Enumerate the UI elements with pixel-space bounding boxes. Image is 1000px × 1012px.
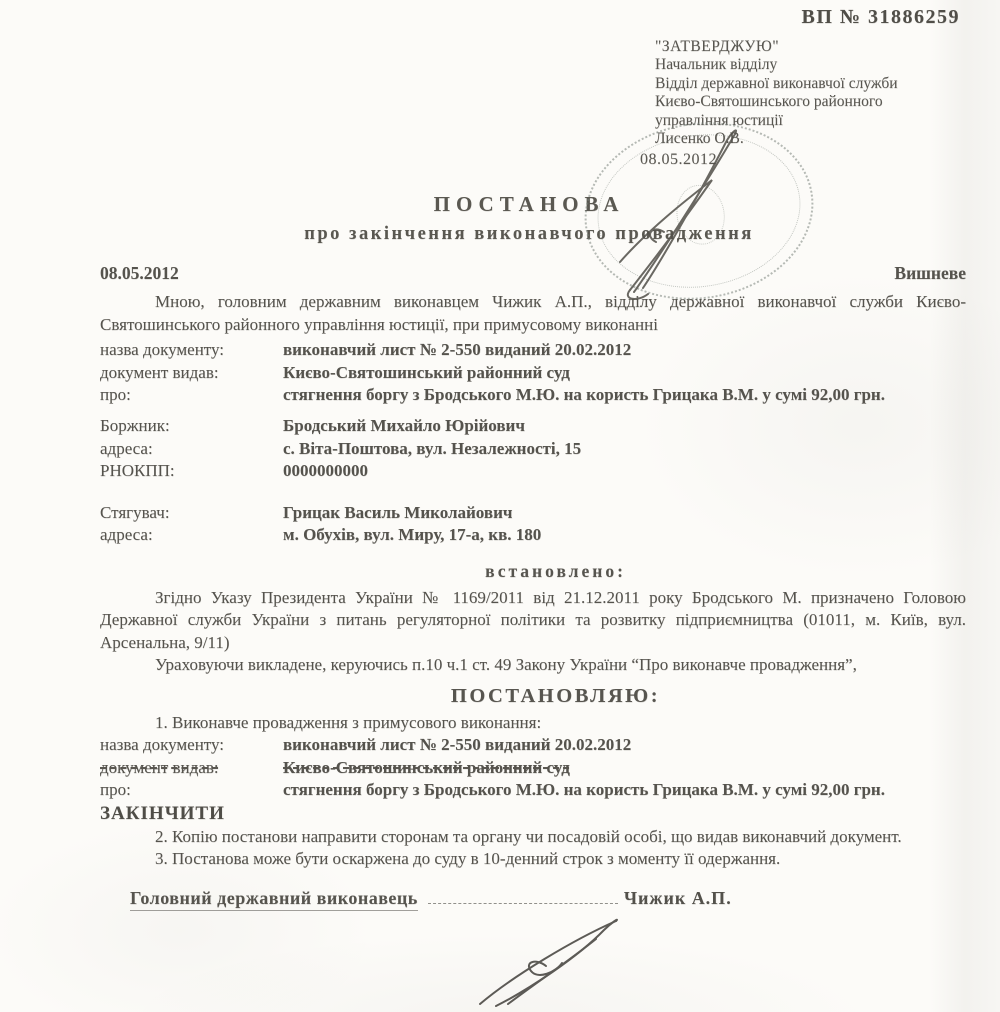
established-paragraph-1: Згідно Указу Президента України № 1169/2011 від 21.12.2011 року Бродського М. призначено Головою Державної служби України з питань регуляторної політики та розвитку підприємництва (01011, м. Київ, вул. Арсенальна, 9/11) [100,587,966,652]
field-row [100,339,966,361]
field-value: м. Обухів, вул. Миру, 17-а, кв. 180 [283,525,542,545]
field-value: Києво-Святошинський районний суд [283,757,570,777]
document-fields-1 [100,339,966,406]
established-heading: встановлено: [485,561,626,582]
field-row [100,502,966,524]
field-row [100,362,966,384]
field-value: Києво-Святошинський районний суд [283,362,570,382]
field-row-struck [100,757,966,779]
established-paragraph-2: Ураховуючи викладене, керуючись п.10 ч.1 ст. 49 Закону України “Про виконавче провадження”, [155,655,857,675]
approval-position: Начальник відділу [655,56,778,74]
field-row [100,734,966,756]
field-row [100,384,966,406]
document-place: Вишневе [894,263,966,283]
document-fields-2 [100,734,966,801]
field-label: про: [100,385,131,405]
field-row [100,415,966,437]
approval-block [655,38,898,148]
debtor-block [100,415,966,482]
approval-justice: управління юстиції [655,111,783,129]
field-value: Бродський Михайло Юрійович [283,416,525,436]
claimant-block [100,502,966,547]
field-label: документ видав: [100,757,219,777]
resolution-item-3: 3. Постанова може бути оскаржена до суду в 10-денний строк з моменту її одержання. [155,849,781,869]
field-value: 0000000000 [283,461,368,481]
approval-department: Відділ державної виконавчої служби [655,74,898,92]
document-date: 08.05.2012 [100,263,179,283]
signature-row [100,887,966,911]
field-row [100,460,966,482]
field-label: адреса: [100,438,153,458]
approval-date: 08.05.2012 [640,151,717,168]
field-value: стягнення боргу з Бродського М.Ю. на користь Грицака В.М. у сумі 92,00 грн. [283,780,885,800]
field-label: Стягувач: [100,502,170,522]
field-value: виконавчий лист № 2-550 виданий 20.02.2012 [283,735,632,755]
field-row [100,438,966,460]
field-value: виконавчий лист № 2-550 виданий 20.02.2012 [283,340,632,360]
field-label: про: [100,780,131,800]
resolution-item-2: 2. Копію постанови направити сторонам та органу чи посадовій особі, що видав виконавчий документ. [155,826,902,846]
field-row [100,779,966,801]
field-label: документ видав: [100,362,219,382]
field-value: Грицак Василь Миколайович [283,502,513,522]
approval-name: Лисенко О.В. [655,130,744,148]
field-row [100,524,966,546]
field-label: назва документу: [100,735,225,755]
executor-signature [468,912,638,1012]
signer-name: Чижик А.П. [623,887,732,908]
field-label: адреса: [100,525,153,545]
resolution-item-1: 1. Виконавче провадження з примусового виконання: [155,712,542,732]
case-number: ВП № 31886259 [801,6,960,28]
signature-leader-line [428,889,618,904]
approval-district: Києво-Святошинського районного [655,93,883,111]
document-title: ПОСТАНОВА [433,192,625,216]
resolve-heading: ПОСТАНОВЛЯЮ: [450,684,661,707]
field-label: назва документу: [100,340,225,360]
document-title-block [0,192,1000,245]
approval-quote: "ЗАТВЕРДЖУЮ" [655,38,780,55]
intro-paragraph: Мною, головним державним виконавцем Чижик А.П., відділу державної виконавчої служби Києво-Святошинського районного управління юстиції, при примусовому виконанні [100,292,966,334]
field-value: с. Віта-Поштова, вул. Незалежності, 15 [283,438,582,458]
dateline [100,262,966,284]
field-label: Боржник: [100,416,170,436]
signer-role: Головний державний виконавець [130,887,418,911]
finish-heading: ЗАКІНЧИТИ [100,802,225,824]
document-subtitle: про закінчення виконавчого провадження [304,224,754,244]
field-label: РНОКПП: [100,461,175,481]
field-value: стягнення боргу з Бродського М.Ю. на користь Грицака В.М. у сумі 92,00 грн. [283,385,885,405]
document-body [100,262,966,911]
